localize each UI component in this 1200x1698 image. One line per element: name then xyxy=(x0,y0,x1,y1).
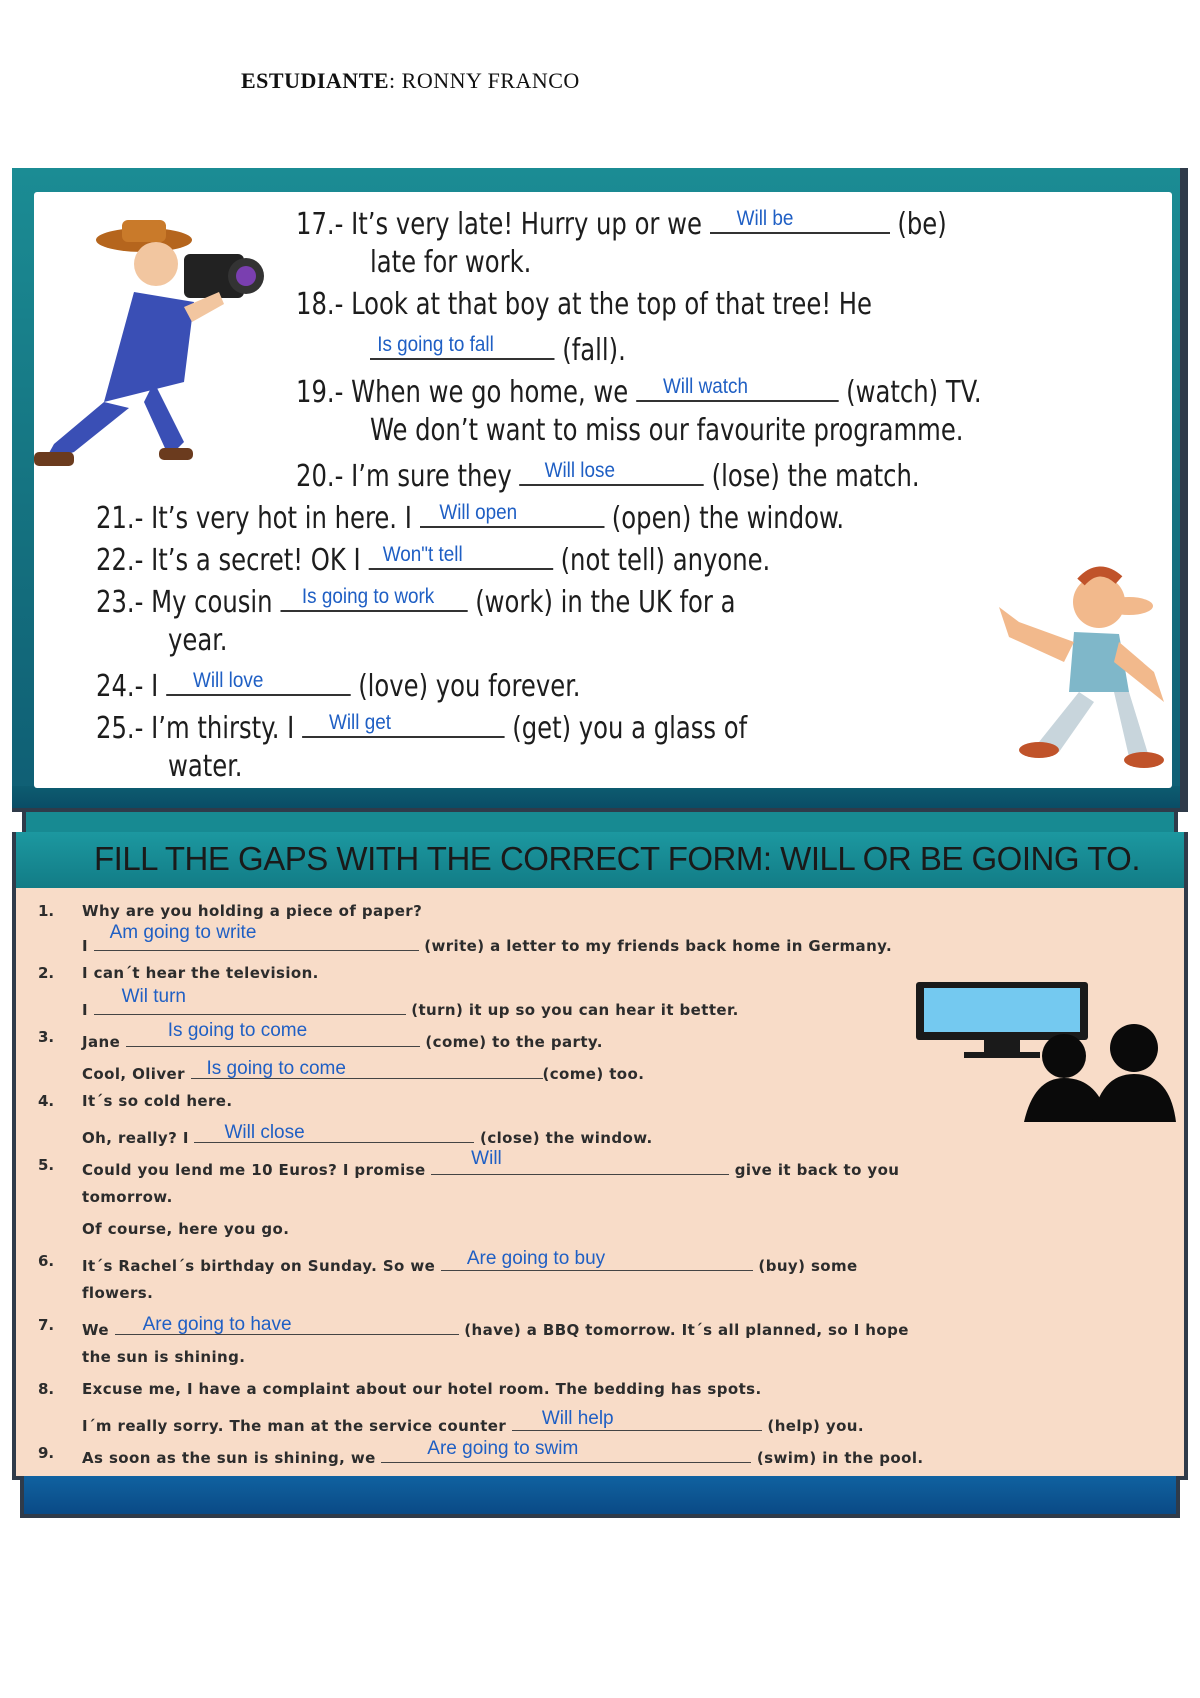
line-text: It´s Rachel´s birthday on Sunday. So we xyxy=(82,1257,441,1275)
item-25-continuation: water. xyxy=(168,749,243,784)
item-number: 17.- xyxy=(296,207,344,242)
answer-gap[interactable] xyxy=(94,922,419,951)
line-text: (help) you. xyxy=(761,1417,864,1435)
item-text: Look at that boy at the top of that tree! He xyxy=(351,287,872,322)
answer-text: Will close xyxy=(224,1122,305,1143)
answer-gap[interactable] xyxy=(420,494,604,528)
line-text: (come) to the party. xyxy=(419,1033,603,1051)
question-7-cont: the sun is shining. xyxy=(82,1348,246,1366)
item-hint: (lose) the match. xyxy=(703,459,920,494)
item-25 xyxy=(96,704,747,750)
answer-text: Won"t tell xyxy=(382,543,463,566)
answer-gap[interactable] xyxy=(512,1408,762,1431)
answer-gap[interactable] xyxy=(636,368,838,402)
item-17-continuation: late for work. xyxy=(370,245,532,280)
line-text: (come) too. xyxy=(542,1065,645,1083)
panel-header xyxy=(16,832,1184,888)
answer-text: Am going to write xyxy=(109,922,257,943)
item-text: It’s very hot in here. I xyxy=(151,501,420,536)
answer-gap[interactable] xyxy=(194,1124,474,1143)
answer-text: Are going to have xyxy=(142,1314,292,1335)
question-6 xyxy=(82,1248,858,1275)
exercise-panel-bottom xyxy=(12,832,1188,1480)
answer-text: Is going to fall xyxy=(377,333,494,356)
item-text: I xyxy=(151,669,166,704)
answer-gap[interactable] xyxy=(431,1148,729,1175)
answer-gap[interactable] xyxy=(191,1060,543,1079)
panel-strip xyxy=(12,786,1180,808)
item-23-continuation: year. xyxy=(168,623,228,658)
item-text: It’s very late! Hurry up or we xyxy=(351,207,710,242)
answer-text: Are going to buy xyxy=(466,1248,606,1269)
line-text: (swim) in the pool. xyxy=(751,1449,924,1467)
answer-gap[interactable] xyxy=(710,200,890,234)
question-8: Excuse me, I have a complaint about our hotel room. The bedding has spots. xyxy=(82,1380,762,1398)
panel-footer xyxy=(20,1476,1180,1518)
question-number: 8. xyxy=(38,1380,55,1398)
item-19 xyxy=(296,368,982,414)
item-text: My cousin xyxy=(151,585,281,620)
answer-gap[interactable] xyxy=(166,662,351,696)
question-4b xyxy=(82,1124,653,1147)
item-23 xyxy=(96,578,735,624)
question-4: It´s so cold here. xyxy=(82,1092,233,1110)
item-number: 18.- xyxy=(296,287,344,322)
running-man-clipart xyxy=(979,562,1179,772)
answer-text: Wil turn xyxy=(121,986,187,1007)
item-hint: (open) the window. xyxy=(604,501,845,536)
question-7 xyxy=(82,1316,909,1339)
line-text: give it back to you xyxy=(729,1161,900,1179)
item-hint: (be) xyxy=(889,207,947,242)
question-number: 4. xyxy=(38,1092,55,1110)
answer-text: Will lose xyxy=(544,459,615,482)
line-text: (buy) some xyxy=(752,1257,858,1275)
exercise-title: FILL THE GAPS WITH THE CORRECT FORM: WILL OR BE GOING TO. xyxy=(94,840,1140,877)
answer-gap[interactable] xyxy=(280,578,467,612)
item-number: 25.- xyxy=(96,711,144,746)
item-number: 19.- xyxy=(296,375,344,410)
answer-gap[interactable] xyxy=(94,986,406,1015)
answer-text: Will help xyxy=(541,1408,614,1429)
item-hint: (work) in the UK for a xyxy=(467,585,736,620)
answer-text: Will love xyxy=(192,669,264,692)
line-text: I xyxy=(82,1001,94,1019)
item-hint: (fall). xyxy=(554,333,626,368)
line-text: I xyxy=(82,937,94,955)
question-number: 5. xyxy=(38,1156,55,1174)
student-name: : RONNY FRANCO xyxy=(389,68,580,93)
question-number: 6. xyxy=(38,1252,55,1270)
line-text: (close) the window. xyxy=(474,1129,653,1147)
question-3b xyxy=(82,1060,644,1083)
item-text: I’m thirsty. I xyxy=(151,711,303,746)
item-text: I’m sure they xyxy=(351,459,520,494)
answer-text: Will be xyxy=(736,207,794,230)
item-22 xyxy=(96,536,770,582)
question-number: 1. xyxy=(38,902,55,920)
answer-gap[interactable] xyxy=(381,1438,751,1463)
question-number: 3. xyxy=(38,1028,55,1046)
question-1-answer-line xyxy=(82,922,893,955)
question-5-cont: tomorrow. xyxy=(82,1188,173,1206)
question-3 xyxy=(82,1020,603,1051)
line-text: (have) a BBQ tomorrow. It´s all planned, so I hope xyxy=(458,1321,909,1339)
line-text: Oh, really? I xyxy=(82,1129,195,1147)
item-hint: (get) you a glass of xyxy=(504,711,748,746)
answer-gap[interactable] xyxy=(519,452,704,486)
question-9 xyxy=(82,1438,924,1467)
question-number: 7. xyxy=(38,1316,55,1334)
line-text: (write) a letter to my friends back home in Germany. xyxy=(418,937,893,955)
item-19-continuation: We don’t want to miss our favourite programme. xyxy=(370,413,964,448)
answer-gap[interactable] xyxy=(370,326,555,360)
question-2-answer-line xyxy=(82,986,739,1019)
item-number: 22.- xyxy=(96,543,144,578)
answer-text: Is going to come xyxy=(167,1020,308,1041)
question-1: Why are you holding a piece of paper? xyxy=(82,902,423,920)
item-18 xyxy=(296,284,872,326)
line-text: Cool, Oliver xyxy=(82,1065,191,1083)
photographer-clipart xyxy=(34,212,284,472)
item-text: It’s a secret! OK I xyxy=(151,543,369,578)
line-text: As soon as the sun is shining, we xyxy=(82,1449,382,1467)
answer-text: Will watch xyxy=(662,375,749,398)
answer-text: Will get xyxy=(329,711,391,734)
student-header xyxy=(241,68,580,94)
answer-text: Will open xyxy=(439,501,518,524)
item-20 xyxy=(296,452,920,498)
item-number: 21.- xyxy=(96,501,144,536)
line-text: Could you lend me 10 Euros? I promise xyxy=(82,1161,432,1179)
separator-bar xyxy=(22,812,1178,834)
item-number: 20.- xyxy=(296,459,344,494)
answer-gap[interactable] xyxy=(441,1248,753,1271)
item-17 xyxy=(296,200,947,246)
question-6-cont: flowers. xyxy=(82,1284,154,1302)
item-hint: (watch) TV. xyxy=(838,375,982,410)
line-text: (turn) it up so you can hear it better. xyxy=(405,1001,739,1019)
answer-gap[interactable] xyxy=(368,536,553,570)
tv-clipart xyxy=(904,982,1176,1122)
question-5 xyxy=(82,1148,900,1179)
line-text: We xyxy=(82,1321,115,1339)
question-number: 2. xyxy=(38,964,55,982)
item-hint: (love) you forever. xyxy=(350,669,581,704)
question-number: 9. xyxy=(38,1444,55,1462)
answer-gap[interactable] xyxy=(126,1020,420,1047)
answer-text: Is going to work xyxy=(301,585,435,608)
item-hint: (not tell) anyone. xyxy=(552,543,771,578)
question-5-reply: Of course, here you go. xyxy=(82,1220,290,1238)
line-text: Jane xyxy=(82,1033,126,1051)
exercise-panel-top xyxy=(12,168,1188,812)
item-number: 24.- xyxy=(96,669,144,704)
answer-gap[interactable] xyxy=(115,1316,459,1335)
answer-text: Will xyxy=(471,1148,502,1169)
item-24 xyxy=(96,662,580,708)
item-21 xyxy=(96,494,844,540)
item-number: 23.- xyxy=(96,585,144,620)
item-text: When we go home, we xyxy=(351,375,636,410)
exercise-card xyxy=(34,192,1172,788)
answer-gap[interactable] xyxy=(302,704,505,738)
question-8b xyxy=(82,1408,864,1435)
question-2: I can´t hear the television. xyxy=(82,964,319,982)
answer-text: Is going to come xyxy=(206,1058,346,1079)
line-text: I´m really sorry. The man at the service counter xyxy=(82,1417,512,1435)
answer-text: Are going to swim xyxy=(427,1438,579,1459)
item-18-continuation xyxy=(370,326,626,372)
student-label: ESTUDIANTE xyxy=(241,68,390,93)
